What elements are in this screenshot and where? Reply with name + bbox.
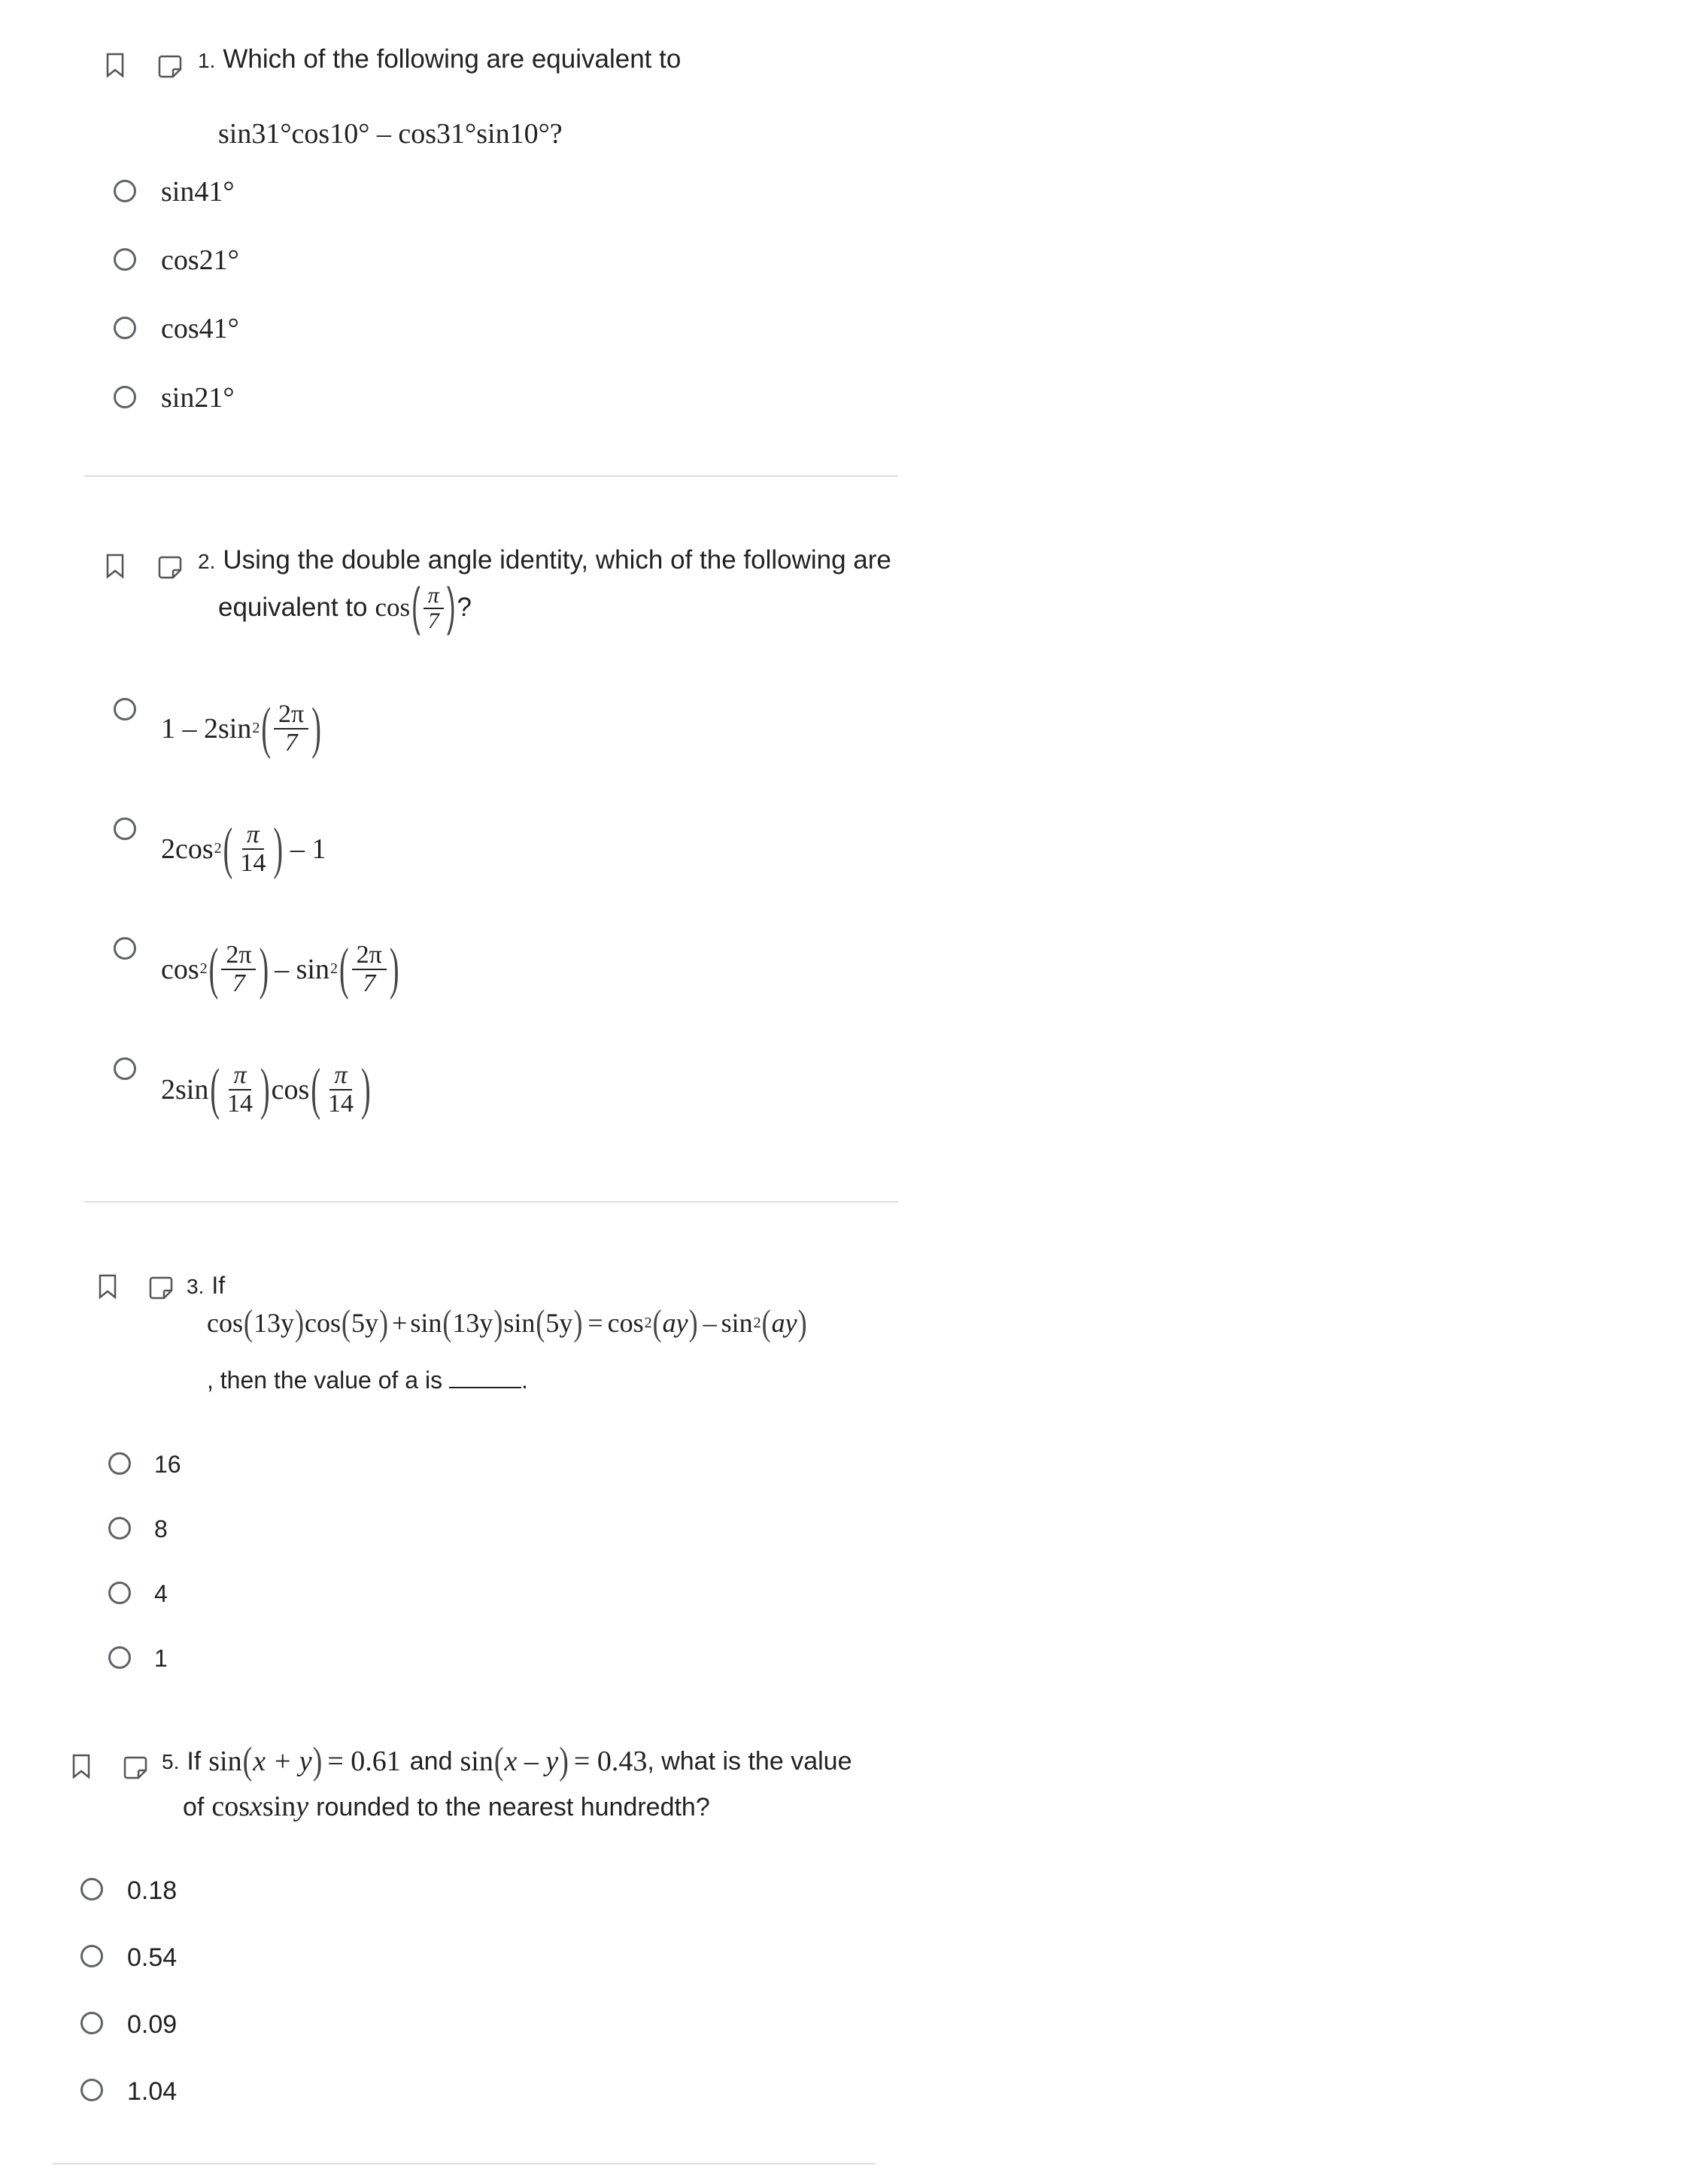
question-3-prompt	[187, 1272, 225, 1299]
paren: )	[360, 1057, 371, 1121]
option-label: 1	[154, 1645, 168, 1672]
denominator: 14	[240, 848, 266, 877]
numerator: π	[229, 1062, 250, 1090]
numerator: 2π	[221, 942, 256, 970]
denominator: 7	[363, 969, 376, 997]
divider	[84, 1201, 898, 1203]
bookmark-icon[interactable]	[105, 554, 125, 579]
paren: )	[389, 937, 399, 1001]
math-value: = 0.43	[573, 1746, 648, 1777]
option-label: cos21°	[161, 244, 239, 276]
paren: (	[536, 1303, 545, 1343]
math-func: cos	[607, 1308, 644, 1338]
math-term: 2cos	[161, 833, 214, 865]
exponent: 2	[199, 960, 208, 978]
paren: (	[208, 937, 219, 1001]
radio-option-4[interactable]	[108, 1646, 131, 1669]
paren: )	[311, 696, 321, 760]
denominator: 7	[284, 728, 298, 757]
math-arg: x	[250, 1791, 263, 1822]
radio-option-2[interactable]	[108, 1517, 131, 1539]
paren: (	[339, 937, 349, 1001]
comment-icon[interactable]	[149, 1276, 173, 1300]
answer-blank	[449, 1367, 521, 1388]
math-arg: ay	[662, 1308, 688, 1338]
option-label: 4	[154, 1580, 168, 1607]
bookmark-icon[interactable]	[98, 1274, 117, 1300]
math-func: cos	[211, 1791, 250, 1822]
paren: )	[493, 1303, 503, 1343]
paren: (	[342, 1303, 351, 1343]
question-number: 5.	[162, 1749, 180, 1773]
paren: (	[493, 1740, 504, 1783]
radio-option-2[interactable]	[114, 817, 136, 840]
paren: )	[573, 1303, 583, 1343]
radio-option-1[interactable]	[108, 1452, 131, 1475]
math-op: =	[587, 1308, 603, 1338]
paren: )	[260, 1057, 270, 1121]
paren: )	[295, 1303, 304, 1343]
paren: (	[761, 1303, 771, 1343]
paren: (	[411, 578, 420, 636]
paren: )	[379, 1303, 388, 1343]
question-5-prompt-line2	[183, 1791, 710, 1823]
question-3-prompt-then	[207, 1367, 528, 1394]
option-label	[161, 937, 400, 1001]
question-number: 2.	[198, 550, 216, 573]
question-text: , what is the value	[647, 1747, 852, 1776]
math-arg: x + y	[253, 1746, 312, 1777]
math-arg: ay	[771, 1308, 797, 1338]
math-arg: 5y	[351, 1308, 378, 1338]
paren: (	[244, 1303, 253, 1343]
option-label: sin21°	[161, 382, 235, 414]
math-func: sin	[410, 1308, 442, 1338]
numerator: π	[242, 821, 264, 850]
numerator: 2π	[274, 701, 308, 730]
math-term: – sin	[275, 953, 329, 985]
option-label: 0.18	[127, 1876, 178, 1905]
question-number: 3.	[187, 1275, 205, 1298]
paren: (	[261, 696, 272, 760]
denominator: 7	[232, 969, 245, 997]
paren: )	[446, 578, 456, 636]
radio-option-4[interactable]	[80, 2079, 103, 2101]
math-op: –	[703, 1308, 717, 1338]
math-func: cos	[207, 1308, 243, 1338]
radio-option-3[interactable]	[80, 2012, 103, 2034]
fraction	[424, 584, 444, 632]
denominator: 7	[427, 608, 439, 633]
paren: )	[259, 937, 269, 1001]
math-func: cos	[305, 1308, 341, 1338]
radio-option-1[interactable]	[114, 698, 136, 720]
divider	[53, 2163, 876, 2164]
option-label	[161, 817, 326, 881]
exponent: 2	[330, 960, 338, 978]
math-arg: 5y	[545, 1308, 573, 1338]
denominator: 14	[327, 1089, 354, 1118]
math-term: cos	[161, 953, 199, 985]
exponent: 2	[753, 1314, 761, 1331]
math-term: – 1	[290, 833, 326, 865]
fraction	[235, 821, 270, 876]
radio-option-3[interactable]	[108, 1582, 131, 1604]
fraction	[221, 942, 256, 996]
question-text: Which of the following are equivalent to	[223, 44, 682, 74]
numerator: π	[424, 584, 444, 609]
option-label: 8	[154, 1515, 168, 1542]
math-func: sin	[460, 1746, 493, 1777]
question-text: If	[211, 1272, 226, 1299]
radio-option-2[interactable]	[80, 1945, 103, 1967]
fraction	[352, 942, 387, 996]
exponent: 2	[252, 720, 260, 737]
radio-option-4[interactable]	[114, 1057, 136, 1080]
question-text: .	[521, 1367, 528, 1394]
radio-option-2[interactable]	[114, 248, 136, 271]
math-term: 1 – 2sin	[161, 712, 252, 745]
paren: (	[311, 1057, 320, 1121]
math-value: = 0.61	[327, 1746, 401, 1777]
math-op: +	[392, 1308, 408, 1338]
radio-option-1[interactable]	[114, 180, 136, 202]
bookmark-icon[interactable]	[71, 1754, 91, 1779]
numerator: π	[329, 1062, 351, 1090]
option-label: sin41°	[161, 176, 235, 208]
math-term: cos	[271, 1073, 310, 1106]
comment-icon[interactable]	[158, 555, 182, 579]
question-1-prompt	[198, 45, 681, 74]
math-arg: 13y	[254, 1308, 294, 1338]
numerator: 2π	[352, 942, 387, 970]
math-func: sin	[721, 1308, 753, 1338]
question-text: Using the double angle identity, which of the following are	[223, 545, 891, 575]
question-text: of	[183, 1793, 205, 1822]
paren: (	[223, 817, 233, 881]
math-arg: y	[296, 1791, 309, 1822]
math-term: 2sin	[161, 1073, 209, 1106]
paren: )	[797, 1303, 807, 1343]
question-text: and	[409, 1747, 453, 1776]
paren: (	[210, 1057, 220, 1121]
option-label	[161, 1057, 372, 1121]
option-label	[161, 696, 323, 760]
math-func: cos	[375, 593, 411, 623]
math-func: sin	[262, 1791, 296, 1822]
option-label: 16	[154, 1451, 181, 1478]
radio-option-1[interactable]	[80, 1878, 103, 1900]
paren: )	[273, 817, 283, 881]
question-1-expression: sin31°cos10° – cos31°sin10°?	[218, 118, 563, 150]
paren: )	[559, 1740, 569, 1783]
fraction	[223, 1062, 257, 1117]
question-3-equation	[207, 1303, 808, 1343]
question-text: rounded to the nearest hundredth?	[316, 1793, 710, 1822]
bookmark-icon[interactable]	[105, 53, 125, 78]
divider	[84, 475, 898, 477]
paren: (	[652, 1303, 662, 1343]
question-text: , then the value of a is	[207, 1367, 443, 1394]
radio-option-4[interactable]	[114, 386, 136, 408]
option-label: 1.04	[127, 2077, 178, 2106]
question-text: If	[187, 1747, 202, 1776]
question-5-prompt-line1	[162, 1740, 852, 1783]
math-arg: x – y	[504, 1746, 559, 1777]
option-label: 0.09	[127, 2010, 178, 2039]
option-label: cos41°	[161, 313, 239, 344]
comment-icon[interactable]	[123, 1755, 147, 1779]
radio-option-3[interactable]	[114, 317, 136, 339]
question-2-prompt-line2	[218, 578, 472, 636]
paren: (	[242, 1740, 253, 1783]
math-arg: 13y	[452, 1308, 493, 1338]
fraction	[323, 1062, 358, 1117]
denominator: 14	[227, 1089, 254, 1118]
math-func: sin	[208, 1746, 242, 1777]
question-text: ?	[457, 593, 472, 623]
fraction	[274, 701, 308, 756]
paren: )	[312, 1740, 323, 1783]
question-2-prompt-line1	[198, 546, 891, 575]
question-text: equivalent to	[218, 593, 368, 623]
exponent: 2	[214, 840, 222, 857]
option-label: 0.54	[127, 1943, 178, 1972]
paren: )	[688, 1303, 698, 1343]
radio-option-3[interactable]	[114, 937, 136, 960]
exponent: 2	[644, 1314, 652, 1331]
question-number: 1.	[198, 49, 216, 72]
math-func: sin	[503, 1308, 536, 1338]
paren: (	[442, 1303, 452, 1343]
comment-icon[interactable]	[158, 54, 182, 78]
